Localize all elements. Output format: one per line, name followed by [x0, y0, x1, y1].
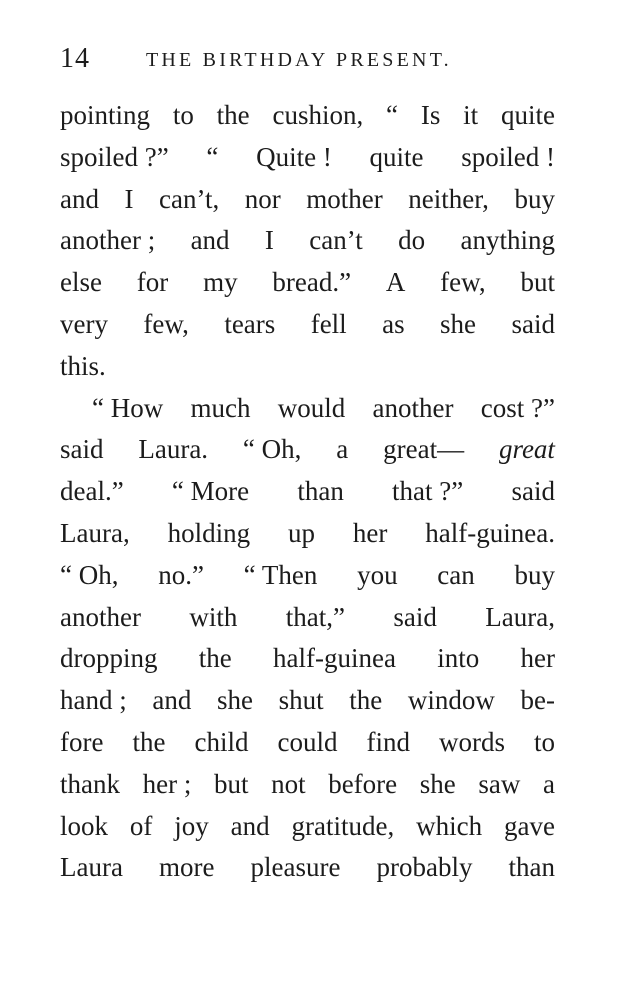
word: hand ;: [60, 685, 127, 716]
word: look: [60, 810, 109, 841]
word: gratitude,: [291, 810, 395, 841]
word: Laura,: [60, 517, 130, 548]
word: into: [437, 643, 480, 674]
word: holding: [167, 517, 251, 548]
word: nor: [244, 183, 281, 214]
text-line: [60, 847, 555, 889]
word: words: [438, 726, 505, 757]
text-line: [60, 638, 555, 680]
word: the: [216, 100, 250, 130]
word: a: [542, 768, 555, 799]
word: than: [508, 852, 555, 883]
word: pleasure: [250, 852, 341, 883]
text-line: [60, 179, 555, 221]
word: “ Oh,: [60, 559, 119, 590]
word: said: [60, 434, 104, 465]
word: much: [190, 392, 251, 423]
word: find: [366, 726, 410, 757]
word: fell: [310, 308, 347, 339]
word: A: [385, 267, 406, 298]
text-line: [60, 388, 555, 430]
word: buy: [514, 559, 555, 590]
word: a: [336, 434, 349, 465]
word: gave: [503, 810, 555, 841]
word: that ?”: [392, 476, 464, 507]
word: the: [349, 685, 383, 716]
word: she: [216, 685, 253, 716]
word: spoiled !: [461, 141, 555, 172]
word: can’t,: [159, 183, 220, 214]
word: can: [437, 559, 475, 590]
word: could: [277, 726, 338, 757]
word: dropping: [60, 643, 158, 674]
word: mother: [306, 183, 383, 214]
body-text: [60, 95, 555, 889]
italic-word: great: [498, 434, 555, 465]
word: that,”: [285, 601, 345, 632]
text-line: [60, 471, 555, 513]
word: probably: [376, 852, 473, 883]
word: to: [172, 100, 194, 130]
word: child: [194, 726, 249, 757]
word: and: [190, 225, 230, 256]
word: joy: [174, 810, 209, 841]
word: spoiled ?”: [60, 141, 169, 172]
text-line: [60, 513, 555, 555]
word: up: [288, 517, 315, 548]
word: the: [132, 726, 166, 757]
word: “ Then: [243, 559, 318, 590]
word: Quite !: [256, 141, 332, 172]
text-line: [60, 722, 555, 764]
word: said: [393, 601, 437, 632]
word: quite: [369, 141, 424, 172]
word: Laura,: [485, 601, 555, 632]
word: another ;: [60, 225, 156, 256]
word: as: [382, 308, 405, 339]
word: neither,: [408, 183, 489, 214]
text-line: [60, 806, 555, 848]
word: her ;: [142, 768, 192, 799]
word: Laura.: [138, 434, 209, 465]
text-line: [60, 304, 555, 346]
word: said: [511, 308, 555, 339]
text-line: [60, 597, 555, 639]
word: no.”: [158, 559, 204, 590]
word: would: [277, 392, 346, 423]
word: I: [264, 225, 274, 256]
word: be-: [520, 685, 555, 716]
text-line: [60, 346, 555, 388]
word: few,: [143, 308, 189, 339]
word: my: [203, 267, 238, 298]
text-line: [60, 429, 555, 471]
word: Laura: [60, 852, 123, 883]
word: great—: [383, 434, 465, 465]
word: before: [328, 768, 398, 799]
word: another: [60, 601, 141, 632]
word: else: [60, 267, 102, 298]
word: with: [189, 601, 238, 632]
word: but: [520, 267, 555, 298]
word: few,: [440, 267, 486, 298]
word: quite: [500, 100, 555, 130]
word: “: [386, 100, 399, 130]
word: more: [158, 852, 215, 883]
word: thank: [60, 768, 120, 799]
word: half-guinea.: [425, 517, 555, 548]
text-line: [60, 137, 555, 179]
text-line: [60, 555, 555, 597]
word: not: [271, 768, 306, 799]
word: can’t: [309, 225, 363, 256]
word: saw: [478, 768, 521, 799]
word: “: [206, 141, 219, 172]
page-header: [60, 42, 555, 76]
word: of: [129, 810, 153, 841]
word: her: [352, 517, 388, 548]
word: do: [398, 225, 426, 256]
word: she: [419, 768, 456, 799]
word: said: [511, 476, 555, 507]
word: very: [60, 308, 108, 339]
word: but: [213, 768, 249, 799]
word: and: [60, 183, 99, 214]
word: I: [124, 183, 134, 214]
word: this.: [60, 350, 106, 381]
word: cost ?”: [480, 392, 555, 423]
word: Is: [420, 100, 441, 130]
word: anything: [460, 225, 555, 256]
word: deal.”: [60, 476, 124, 507]
word: “ Oh,: [242, 434, 302, 465]
word: for: [136, 267, 169, 298]
word: and: [230, 810, 270, 841]
word: “ More: [171, 476, 250, 507]
word: bread.”: [272, 267, 352, 298]
word: she: [440, 308, 477, 339]
text-line: [60, 220, 555, 262]
word: tears: [224, 308, 276, 339]
word: pointing: [60, 100, 151, 130]
text-line: [60, 764, 555, 806]
word: another: [372, 392, 454, 423]
word: the: [198, 643, 232, 674]
word: half-guinea: [273, 643, 396, 674]
word: shut: [278, 685, 324, 716]
word: window: [407, 685, 495, 716]
text-line: [60, 95, 555, 137]
word: than: [297, 476, 344, 507]
word: you: [357, 559, 398, 590]
word: which: [416, 810, 483, 841]
text-line: [60, 262, 555, 304]
running-head: THE BIRTHDAY PRESENT.: [146, 49, 452, 71]
word: “ How: [92, 392, 164, 423]
word: her: [520, 643, 555, 674]
word: to: [533, 726, 555, 757]
page-number: 14: [60, 43, 90, 74]
word: buy: [514, 183, 555, 214]
word: fore: [60, 726, 104, 757]
word: cushion,: [272, 100, 364, 130]
text-line: [60, 680, 555, 722]
word: it: [463, 100, 479, 130]
word: and: [152, 685, 192, 716]
